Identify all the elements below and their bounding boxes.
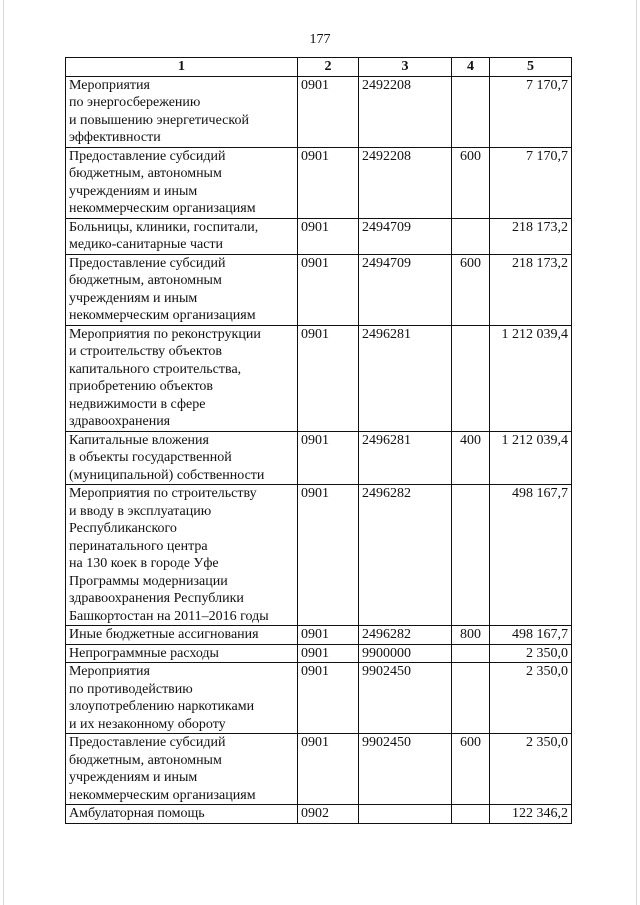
cell-line: приобретению объектов [69,379,213,394]
budget-table [65,57,572,824]
cell-line: 0901 [301,77,329,93]
row-amount-cell [490,76,572,147]
cell-line: 7 170,7 [526,77,568,93]
row-type-cell [452,805,490,824]
row-section-cell [298,218,359,254]
row-type-cell [452,254,490,325]
row-name-cell [66,644,298,663]
table-row [66,147,572,218]
cell-line: Республиканского [69,521,177,536]
row-name-cell [66,325,298,431]
table-row [66,644,572,663]
header-col-5: 5 [490,58,572,77]
header-col-2: 2 [298,58,359,77]
cell-line: 1 212 039,4 [501,326,568,342]
cell-line: 7 170,7 [526,148,568,164]
cell-line: медико-санитарные части [69,237,224,252]
row-amount-cell [490,254,572,325]
row-code-cell [359,431,452,485]
row-name-cell [66,218,298,254]
header-row [66,58,572,77]
row-type-cell [452,626,490,645]
cell-line: Больницы, клиники, госпитали, [69,219,259,235]
cell-line: перинатального центра [69,538,208,554]
cell-line: Предоставление субсидий [69,255,226,271]
row-type-cell [452,485,490,626]
row-amount-cell [490,218,572,254]
row-type-cell [452,325,490,431]
scan-edge-right [636,0,637,905]
scan-edge-left [3,0,4,905]
cell-line: 1 212 039,4 [501,432,568,448]
cell-line: Предоставление субсидий [69,148,226,164]
table-row [66,734,572,805]
row-section-cell [298,485,359,626]
table-row [66,76,572,147]
row-section-cell [298,734,359,805]
row-type-cell [452,76,490,147]
cell-line: 2496281 [362,326,411,342]
cell-line: Мероприятия по строительству [69,486,257,501]
row-section-cell [298,325,359,431]
table-row [66,254,572,325]
row-type-cell [452,663,490,734]
cell-line: Предоставление субсидий [69,735,226,750]
cell-line: и строительству объектов [69,344,223,359]
row-code-cell [359,805,452,824]
row-name-cell [66,626,298,645]
row-code-cell [359,734,452,805]
cell-line: 600 [460,255,481,271]
cell-line: и их незаконному обороту [69,716,226,732]
cell-line: и повышению энергетической [69,112,249,128]
cell-line: 2 350,0 [526,735,568,750]
cell-line: 0901 [301,219,329,235]
cell-line: Башкортостан на 2011–2016 годы [69,608,269,624]
cell-line: некоммерческим организациям [69,308,256,323]
row-amount-cell [490,805,572,824]
cell-line: по противодействию [69,681,193,697]
row-code-cell [359,254,452,325]
table-row [66,663,572,734]
row-section-cell [298,147,359,218]
cell-line: учреждениям и иным [69,183,198,199]
cell-line: по энергосбережению [69,95,201,110]
row-section-cell [298,805,359,824]
header-col-4: 4 [452,58,490,77]
table-row [66,485,572,626]
cell-line: Мероприятия по реконструкции [69,326,261,342]
row-name-cell [66,663,298,734]
cell-line: Амбулаторная помощь [69,806,205,821]
cell-line: 800 [460,627,481,642]
row-section-cell [298,254,359,325]
cell-line: учреждениям и иным [69,290,198,306]
row-amount-cell [490,147,572,218]
cell-line: в объекты государственной [69,450,232,465]
cell-line: 2492208 [362,77,411,93]
cell-line: некоммерческим организациям [69,201,256,216]
row-code-cell [359,663,452,734]
cell-line: 2494709 [362,219,411,235]
cell-line: 218 173,2 [512,255,568,271]
cell-line: 498 167,7 [512,627,568,642]
cell-line: 9902450 [362,735,411,750]
row-section-cell [298,663,359,734]
cell-line: здравоохранения Республики [69,591,244,606]
cell-line: недвижимости в сфере [69,396,206,412]
cell-line: Иные бюджетные ассигнования [69,627,259,642]
cell-line: 0901 [301,326,329,342]
cell-line: 0901 [301,664,329,679]
row-name-cell [66,147,298,218]
cell-line: 0901 [301,148,329,164]
cell-line: 0901 [301,645,329,661]
table-row [66,626,572,645]
row-name-cell [66,431,298,485]
cell-line: 400 [460,432,481,448]
cell-line: (муниципальной) собственности [69,467,265,483]
row-amount-cell [490,431,572,485]
row-amount-cell [490,626,572,645]
cell-line: 0901 [301,255,329,271]
cell-line: 0901 [301,627,329,642]
cell-line: Мероприятия [69,664,150,679]
cell-line: и вводу в эксплуатацию [69,503,212,519]
row-name-cell [66,734,298,805]
row-amount-cell [490,734,572,805]
cell-line: 9902450 [362,664,411,679]
cell-line: 122 346,2 [512,806,568,821]
cell-line: учреждениям и иным [69,770,198,785]
cell-line: 0901 [301,735,329,750]
cell-line: бюджетным, автономным [69,752,222,768]
row-type-cell [452,644,490,663]
cell-line: Капитальные вложения [69,432,209,448]
cell-line: 218 173,2 [512,219,568,235]
row-code-cell [359,644,452,663]
row-type-cell [452,147,490,218]
table-row [66,431,572,485]
row-section-cell [298,76,359,147]
cell-line: эффективности [69,130,161,145]
cell-line: 498 167,7 [512,486,568,501]
cell-line: 2492208 [362,148,411,164]
row-name-cell [66,254,298,325]
cell-line: 9900000 [362,645,411,661]
row-code-cell [359,325,452,431]
cell-line: 600 [460,735,481,750]
cell-line: Программы модернизации [69,573,228,589]
row-section-cell [298,431,359,485]
table-body [66,76,572,823]
cell-line: здравоохранения [69,414,171,429]
cell-line: 2496282 [362,486,411,501]
row-code-cell [359,485,452,626]
row-name-cell [66,485,298,626]
cell-line: 2496282 [362,627,411,642]
cell-line: 0902 [301,806,329,821]
row-amount-cell [490,485,572,626]
row-name-cell [66,805,298,824]
table-row [66,325,572,431]
row-type-cell [452,734,490,805]
header-col-1: 1 [66,58,298,77]
cell-line: бюджетным, автономным [69,166,222,181]
cell-line: 2 350,0 [526,664,568,679]
table-row [66,805,572,824]
row-amount-cell [490,325,572,431]
row-type-cell [452,431,490,485]
row-amount-cell [490,644,572,663]
cell-line: 2 350,0 [526,645,568,661]
cell-line: капитального строительства, [69,361,242,377]
row-name-cell [66,76,298,147]
cell-line: Непрограммные расходы [69,645,219,661]
header-col-3: 3 [359,58,452,77]
cell-line: бюджетным, автономным [69,273,222,288]
row-type-cell [452,218,490,254]
row-section-cell [298,626,359,645]
row-amount-cell [490,663,572,734]
cell-line: 2496281 [362,432,411,448]
cell-line: злоупотреблению наркотиками [69,699,255,714]
row-code-cell [359,626,452,645]
row-code-cell [359,147,452,218]
cell-line: 0901 [301,486,329,501]
row-code-cell [359,76,452,147]
cell-line: 2494709 [362,255,411,271]
page-number: 177 [309,32,331,47]
cell-line: некоммерческим организациям [69,787,256,803]
cell-line: на 130 коек в городе Уфе [69,556,219,571]
cell-line: 0901 [301,432,329,448]
table-row [66,218,572,254]
cell-line: 600 [460,148,481,164]
cell-line: Мероприятия [69,77,150,93]
row-section-cell [298,644,359,663]
row-code-cell [359,218,452,254]
